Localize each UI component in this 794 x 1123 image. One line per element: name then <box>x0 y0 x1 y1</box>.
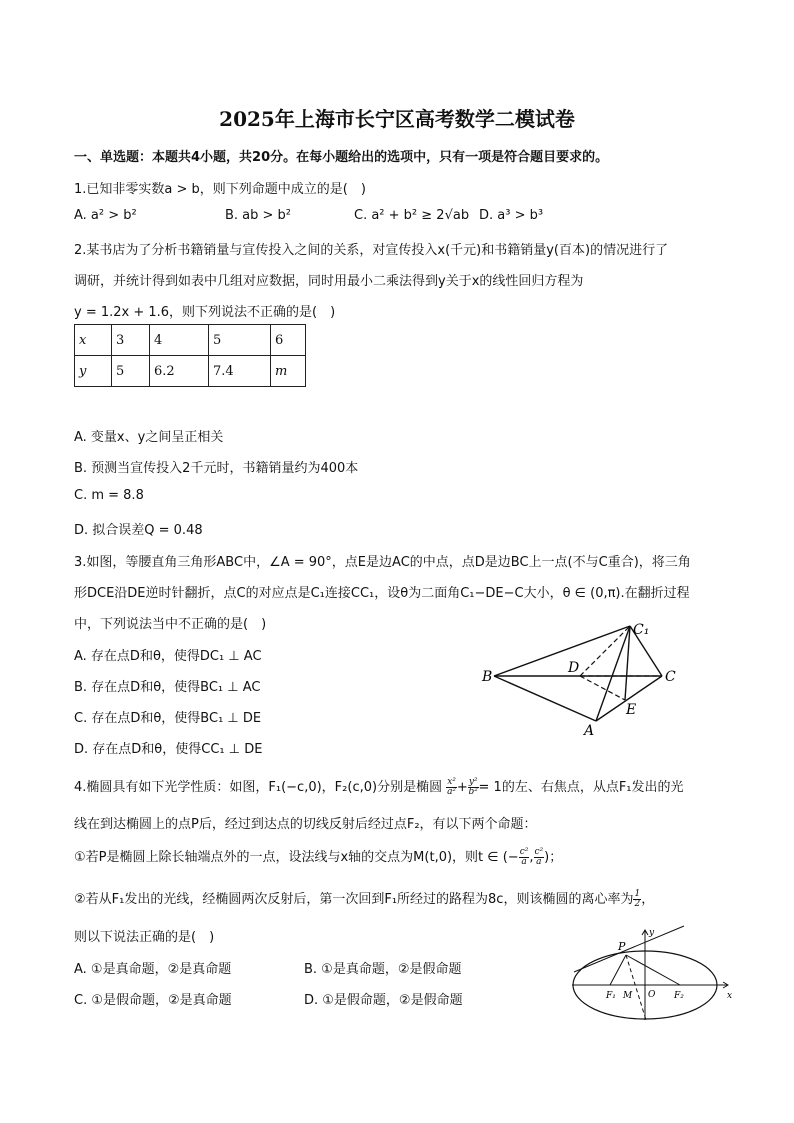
comma: , <box>529 850 534 865</box>
q1-option-b[interactable]: B. ab > b² <box>225 208 292 223</box>
label-e: E <box>626 702 637 718</box>
table-cell: 3 <box>112 325 150 356</box>
label-f1: F₁ <box>606 991 616 1001</box>
fraction-c2-over-a <box>534 848 545 867</box>
edge-b-c1 <box>494 626 630 676</box>
prop2-end: ， <box>641 892 655 907</box>
q2-option-d[interactable]: D. 拟合误差Q = 0.48 <box>74 523 203 538</box>
table-row <box>75 325 306 356</box>
prop1-text: ①若P是椭圆上除长轴端点外的一点，设法线与x轴的交点为M(t,0)，则t ∈ (− <box>74 850 519 865</box>
table-cell: 4 <box>150 325 209 356</box>
table-cell: x <box>75 325 112 356</box>
q4-proposition-2 <box>74 888 654 909</box>
q2-data-table <box>74 324 306 387</box>
q4-stem-part: 的左、右焦点，从点F₁发出的光 <box>501 780 684 795</box>
ray-p-f1 <box>610 955 626 985</box>
q2-stem-line1: 2.某书店为了分析书籍销量与宣传投入之间的关系，对宣传投入x(千元)和书籍销量y(百本)的情况进行了 <box>74 243 669 258</box>
label-o: O <box>648 990 656 1000</box>
q3-stem-line1: 3.如图，等腰直角三角形ABC中，∠A = 90°，点E是边AC的中点，点D是边BC上一点(不与C重合)，将三角 <box>74 555 691 570</box>
q3-triangle-figure <box>480 618 690 740</box>
q4-stem-line3: 则以下说法正确的是( ) <box>74 930 215 945</box>
q4-ellipse-figure <box>568 924 738 1024</box>
q4-stem-line2: 线在到达椭圆上的点P后，经过到达点的切线反射后经过点F₂，有以下两个命题： <box>74 817 537 832</box>
label-p: P <box>618 940 626 953</box>
table-cell: y <box>75 356 112 387</box>
q4-option-c[interactable]: C. ①是假命题，②是真命题 <box>74 993 232 1008</box>
q4-option-a[interactable]: A. ①是真命题，②是真命题 <box>74 962 232 977</box>
label-x: x <box>727 991 733 1001</box>
q2-option-a[interactable]: A. 变量x、y之间呈正相关 <box>74 430 224 445</box>
label-c: C <box>665 669 676 685</box>
frac-num: y² <box>468 777 478 787</box>
label-y: y <box>649 928 655 938</box>
prop2-text: ②若从F₁发出的光线，经椭圆两次反射后，第一次回到F₁所经过的路程为8c，则该椭圆的离心率为 <box>74 892 634 907</box>
label-d: D <box>568 660 580 676</box>
q3-option-b[interactable]: B. 存在点D和θ，使得BC₁ ⊥ AC <box>74 680 261 695</box>
frac-den: a <box>521 857 527 867</box>
prop1-end: )； <box>544 850 563 865</box>
page-title: 2025年上海市长宁区高考数学二模试卷 <box>219 107 575 131</box>
q1-stem: 1.已知非零实数a > b，则下列命题中成立的是( ) <box>74 182 366 197</box>
q2-stem-line2: 调研，并统计得到如表中几组对应数据，同时用最小二乘法得到y关于x的线性回归方程为 <box>74 274 584 289</box>
ellipse-term-y <box>468 778 479 797</box>
q4-option-b[interactable]: B. ①是真命题，②是假命题 <box>304 962 462 977</box>
q3-option-d[interactable]: D. 存在点D和θ，使得CC₁ ⊥ DE <box>74 742 263 757</box>
q4-proposition-1 <box>74 846 562 867</box>
q1-option-d[interactable]: D. a³ > b³ <box>479 208 544 223</box>
frac-den: a² <box>447 787 457 797</box>
label-c1: C₁ <box>633 622 650 638</box>
q3-option-c[interactable]: C. 存在点D和θ，使得BC₁ ⊥ DE <box>74 711 262 726</box>
q4-option-d[interactable]: D. ①是假命题，②是假命题 <box>304 993 463 1008</box>
label-m: M <box>623 991 633 1001</box>
q1-option-c[interactable]: C. a² + b² ≥ 2√ab <box>354 208 470 223</box>
table-cell: 6 <box>271 325 306 356</box>
q4-stem-part: 4.椭圆具有如下光学性质：如图，F₁(−c,0)，F₂(c,0)分别是椭圆 <box>74 780 443 795</box>
q2-option-b[interactable]: B. 预测当宣传投入2千元时，书籍销量约为400本 <box>74 461 359 476</box>
ellipse-equals: = 1 <box>478 780 502 795</box>
frac-den: b² <box>468 787 478 797</box>
frac-num: c² <box>534 847 544 857</box>
dashed-d-e <box>580 676 625 700</box>
ray-p-f2 <box>626 955 680 985</box>
label-f2: F₂ <box>674 991 684 1001</box>
frac-den: 2 <box>634 899 641 909</box>
section-header: 一、单选题：本题共4小题，共20分。在每小题给出的选项中，只有一项是符合题目要求的。 <box>74 150 609 165</box>
ellipse-term-x <box>446 778 457 797</box>
table-cell: 5 <box>112 356 150 387</box>
frac-num: x² <box>447 777 456 787</box>
edge-b-a <box>494 676 596 721</box>
q1-option-a[interactable]: A. a² > b² <box>74 208 137 223</box>
table-cell: 7.4 <box>209 356 271 387</box>
fraction-c2-over-a <box>519 848 530 867</box>
frac-num: 1 <box>634 889 641 899</box>
frac-num: c² <box>519 847 529 857</box>
dashed-d-c1 <box>580 626 630 676</box>
table-cell: 6.2 <box>150 356 209 387</box>
table-cell: m <box>271 356 306 387</box>
q2-stem-line3: y = 1.2x + 1.6，则下列说法不正确的是( ) <box>74 305 336 320</box>
label-b: B <box>482 669 493 685</box>
q3-stem-line2: 形DCE沿DE逆时针翻折，点C的对应点是C₁连接CC₁，设θ为二面角C₁−DE−C大小，θ ∈ (0,π).在翻折过程 <box>74 586 690 601</box>
q3-stem-line3: 中，下列说法当中不正确的是( ) <box>74 617 267 632</box>
q2-option-c[interactable]: C. m = 8.8 <box>74 488 144 503</box>
label-a: A <box>584 723 595 739</box>
q3-option-a[interactable]: A. 存在点D和θ，使得DC₁ ⊥ AC <box>74 649 262 664</box>
plus-sign: + <box>456 780 468 795</box>
frac-den: a <box>536 857 542 867</box>
q4-stem-line1 <box>74 776 684 797</box>
table-row <box>75 356 306 387</box>
table-cell: 5 <box>209 325 271 356</box>
edge-c1-a <box>596 626 630 721</box>
